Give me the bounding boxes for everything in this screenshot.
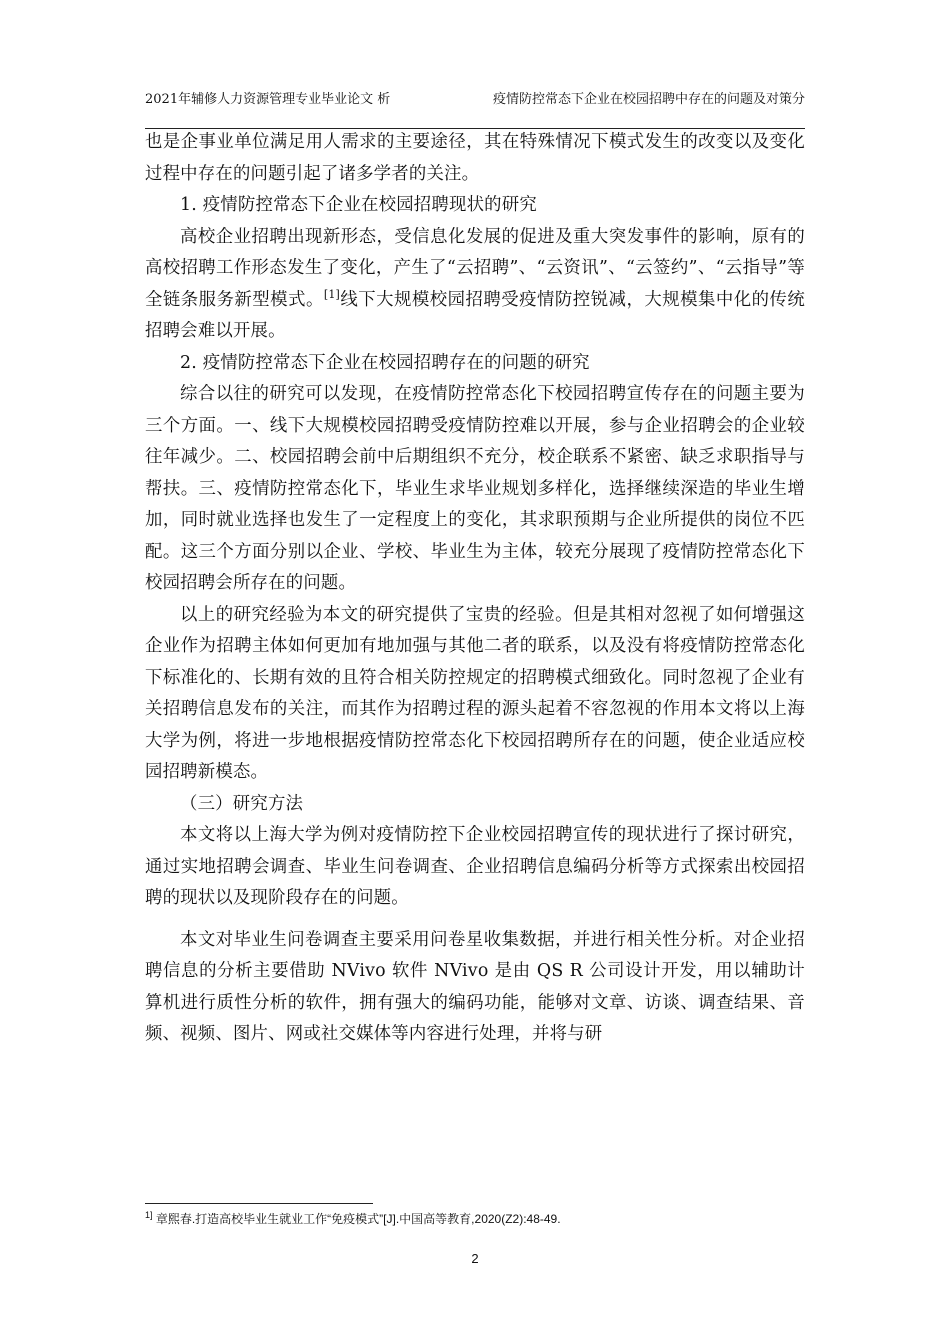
paragraph-current-status: [145, 222, 805, 348]
citation-marker: [1]: [323, 287, 341, 301]
footnote-separator: [145, 1203, 373, 1204]
footnote-mark: 1]: [145, 1210, 153, 1220]
page-header: [145, 92, 805, 129]
paragraph-research-gap: 以上的研究经验为本文的研究提供了宝贵的经验。但是其相对忽视了如何增强这企业作为招聘主体如何更加有地加强与其他二者的联系，以及没有将疫情防控常态化下标准化的、长期有效的且符合相关防控规定的招聘模式细致化。同时忽视了企业有关招聘信息发布的关注，而其作为招聘过程的源头起着不容忽视的作用本文将以上海大学为例，将进一步地根据疫情防控常态化下校园招聘所存在的问题，使企业适应校园招聘新模态。: [145, 604, 805, 782]
paragraph-text: 高校企业招聘出现新形态，受信息化发展的促进及重大突发事件的影响，原有的高校招聘工作形态发生了变化，产生了“云招聘”、“云资讯”、“云签约”、“云指导”等全链条服务新型模式。: [145, 226, 805, 310]
paragraph-problems: 综合以往的研究可以发现，在疫情防控常态化下校园招聘宣传存在的问题主要为三个方面。一、线下大规模校园招聘受疫情防控难以开展，参与企业招聘会的企业较往年减少。二、校园招聘会前中后期组织不充分，校企联系不紧密、缺乏求职指导与帮扶。三、疫情防控常态化下，毕业生求毕业规划多样化，选择继续深造的毕业生增加，同时就业选择也发生了一定程度上的变化，其求职预期与企业所提供的岗位不匹配。这三个方面分别以企业、学校、毕业生为主体，较充分展现了疫情防控常态化下校园招聘会所存在的问题。: [145, 384, 805, 593]
document-body: [145, 127, 805, 1051]
paragraph-continuation: 也是企事业单位满足用人需求的主要途径，其在特殊情况下模式发生的改变以及变化过程中存在的问题引起了诸多学者的关注。: [145, 132, 805, 184]
paragraph-methods: 本文将以上海大学为例对疫情防控下企业校园招聘宣传的现状进行了探讨研究，通过实地招聘会调查、毕业生问卷调查、企业招聘信息编码分析等方式探索出校园招聘的现状以及现阶段存在的问题。: [145, 825, 805, 908]
page-number: 2: [471, 1251, 479, 1266]
header-paper-title: 疫情防控常态下企业在校园招聘中存在的问题及对策分: [492, 92, 805, 107]
footnote-text: 章熙春.打造高校毕业生就业工作“免疫模式”[J].中国高等教育,2020(Z2):48-49.: [152, 1212, 561, 1226]
section-heading-methods: （三）研究方法: [180, 793, 304, 814]
paragraph-survey-analysis: 本文对毕业生问卷调查主要采用问卷星收集数据，并进行相关性分析。对企业招聘信息的分析主要借助 NVivo 软件 NVivo 是由 QS R 公司设计开发，用以辅助计算机进行质性分析的软件，拥有强大的编码功能，能够对文章、访谈、调查结果、音频、视频、图片、网或社交媒体等内容进行处理，并将与研: [145, 929, 805, 1044]
footnote: [145, 1211, 805, 1227]
section-heading-1: 1. 疫情防控常态下企业在校园招聘现状的研究: [180, 195, 537, 215]
section-heading-2: 2. 疫情防控常态下企业在校园招聘存在的问题的研究: [180, 352, 590, 373]
paragraph-text: 线下大规模校园招聘受疫情防控锐减，大规模集中化的传统招聘会难以开展。: [145, 289, 805, 341]
header-thesis-title: 2021年辅修人力资源管理专业毕业论文 析: [145, 92, 391, 107]
